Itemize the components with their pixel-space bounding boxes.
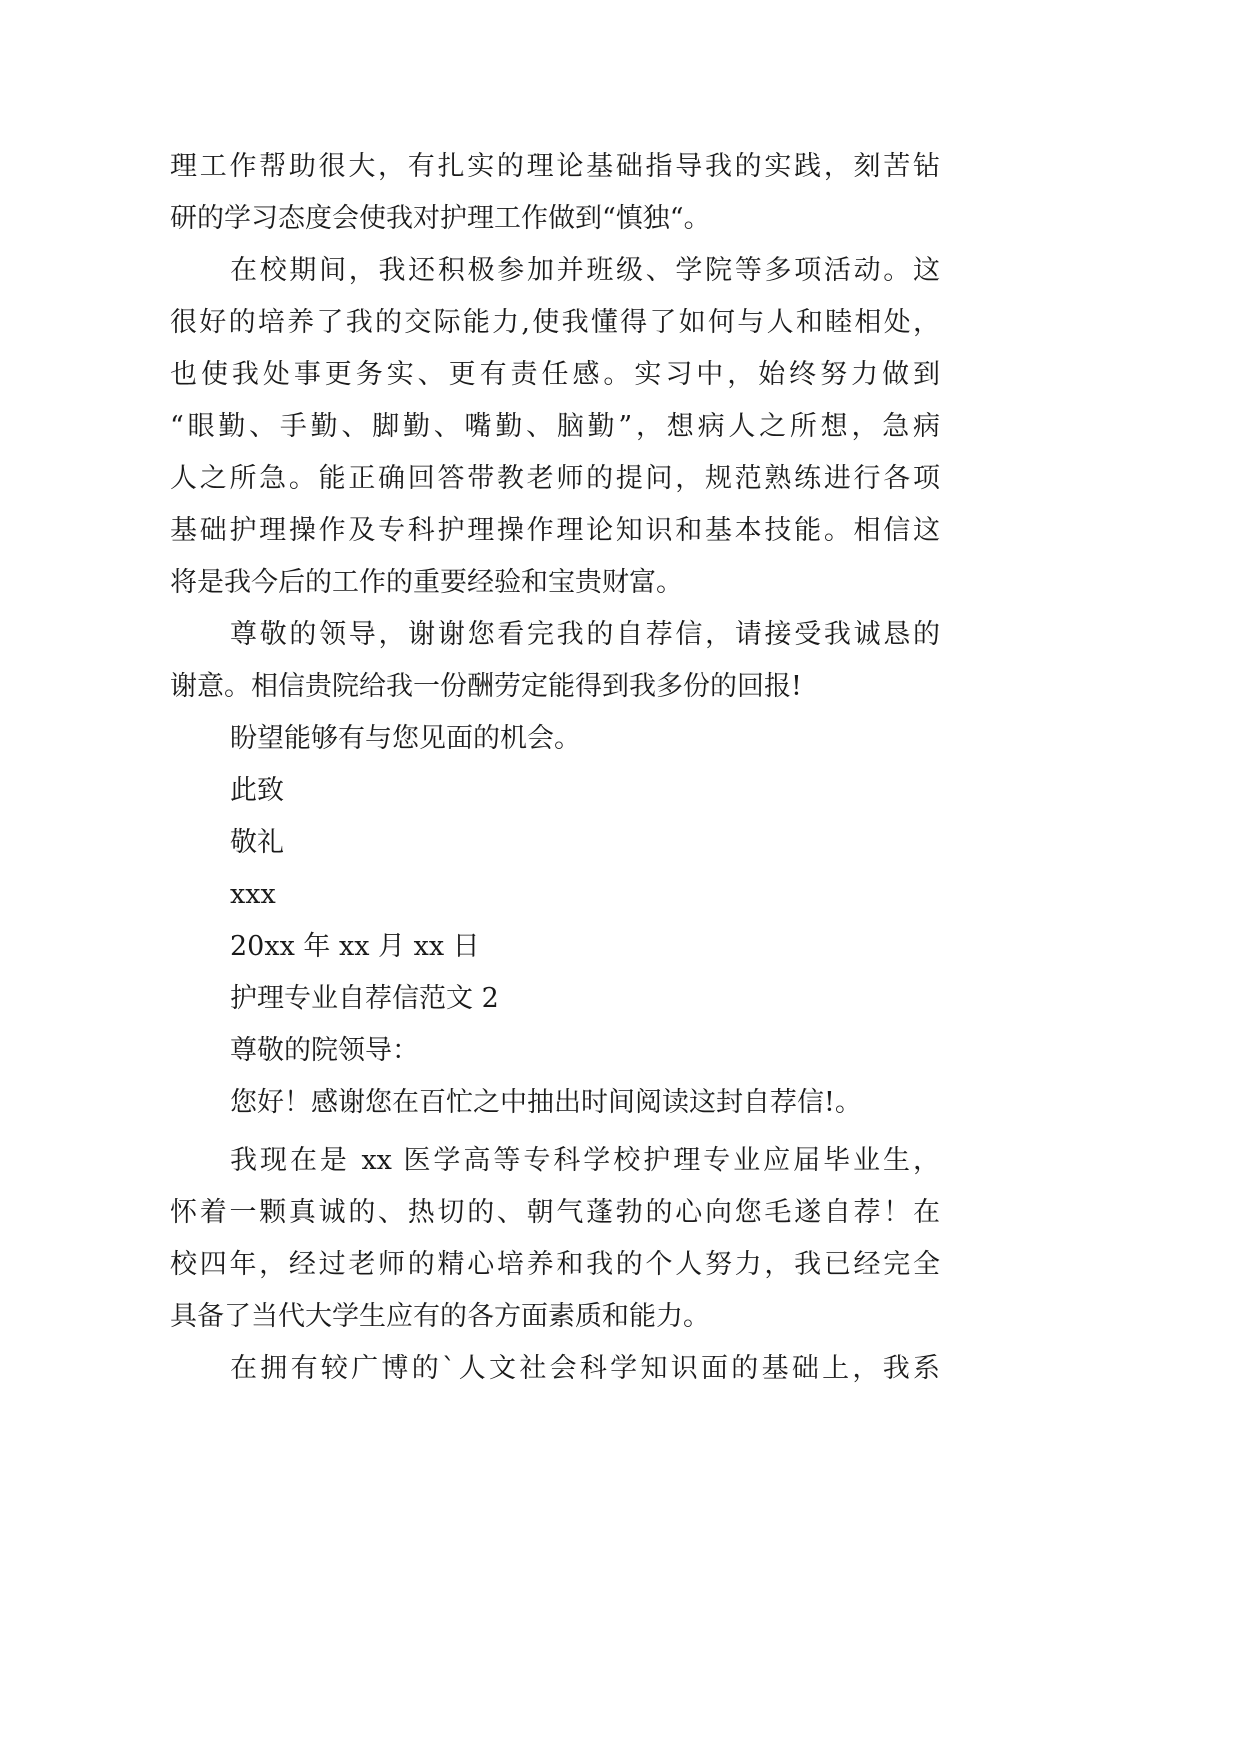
text-line: 怀着一颗真诚的、热切的、朝气蓬勃的心向您毛遂自荐！在 bbox=[170, 1197, 940, 1228]
closing-regards: 敬礼 bbox=[230, 827, 284, 858]
paragraph-start-line: 尊敬的领导，谢谢您看完我的自荐信，请接受我诚恳的 bbox=[230, 619, 940, 650]
text-line: 具备了当代大学生应有的各方面素质和能力。 bbox=[170, 1301, 710, 1332]
paragraph-start-line: 盼望能够有与您见面的机会。 bbox=[230, 723, 581, 754]
text-line: 校四年，经过老师的精心培养和我的个人努力，我已经完全 bbox=[170, 1249, 940, 1280]
text-line: 将是我今后的工作的重要经验和宝贵财富。 bbox=[170, 567, 683, 598]
signature-date: 20xx 年 xx 月 xx 日 bbox=[230, 931, 480, 962]
text-line: 也使我处事更务实、更有责任感。实习中，始终努力做到 bbox=[170, 359, 940, 390]
text-line: 很好的培养了我的交际能力,使我懂得了如何与人和睦相处， bbox=[170, 307, 940, 338]
text-line: “眼勤、手勤、脚勤、嘴勤、脑勤”，想病人之所想，急病 bbox=[170, 411, 940, 442]
text-line: 理工作帮助很大，有扎实的理论基础指导我的实践，刻苦钻 bbox=[170, 151, 940, 182]
text-line: 谢意。相信贵院给我一份酬劳定能得到我多份的回报! bbox=[170, 671, 802, 702]
paragraph-start-line: 在校期间，我还积极参加并班级、学院等多项活动。这 bbox=[230, 255, 940, 286]
text-line: 研的学习态度会使我对护理工作做到“慎独“。 bbox=[170, 203, 711, 234]
text-line: 人之所急。能正确回答带教老师的提问，规范熟练进行各项 bbox=[170, 463, 940, 494]
signature-name: xxx bbox=[230, 879, 276, 910]
paragraph-start-line: 您好！感谢您在百忙之中抽出时间阅读这封自荐信!。 bbox=[230, 1087, 862, 1118]
closing-salutation: 此致 bbox=[230, 775, 284, 806]
paragraph-start-line: 我现在是 xx 医学高等专科学校护理专业应届毕业生， bbox=[230, 1145, 940, 1176]
section-title: 护理专业自荐信范文 2 bbox=[230, 983, 499, 1014]
greeting: 尊敬的院领导： bbox=[230, 1035, 419, 1066]
paragraph-start-line: 在拥有较广博的`人文社会科学知识面的基础上，我系 bbox=[230, 1353, 940, 1384]
text-line: 基础护理操作及专科护理操作理论知识和基本技能。相信这 bbox=[170, 515, 940, 546]
